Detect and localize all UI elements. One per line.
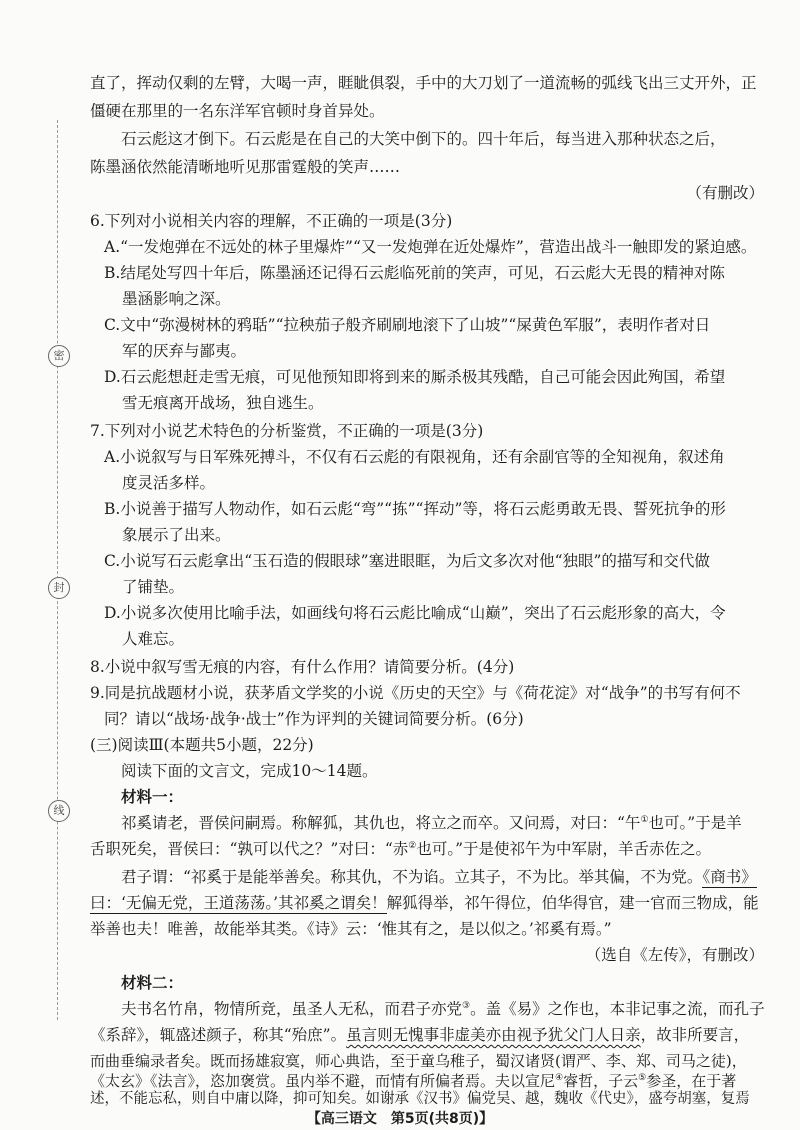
question-7-option-b-cont: 象展示了出来。 — [122, 526, 231, 544]
material-1-underlined-quote: 曰：‘无偏无党，王道荡荡。’其祁奚之谓矣！ — [90, 894, 387, 912]
material-2-line-2 — [90, 1024, 749, 1046]
material-1-line-1-text: 祁奚请老，晋侯问嗣焉。称解狐，其仇也，将立之而卒。又问焉，对曰：“午 — [121, 814, 641, 832]
question-6-option-d: D.石云彪想赶走雪无痕，可见他预知即将到来的厮杀极其残酷，自己可能会因此殉国，希望 — [104, 368, 726, 386]
material-2-line-2-text-b: ，故非所要言， — [640, 1026, 750, 1044]
material-2-line-4-text-c: 参圣，在于著 — [646, 1072, 737, 1090]
question-6-option-b-cont: 墨涵影响之深。 — [122, 290, 231, 308]
story-paragraph-2-line-1: 石云彪这才倒下。石云彪是在自己的大笑中倒下的。四十年后，每当进入那种状态之后， — [121, 130, 726, 148]
material-2-line-3: 而曲垂编录者矣。既而扬雄寂寞，师心典诰，至于童乌稚子，蜀汉诸贤(谓严、李、郑、司马之徒)， — [90, 1052, 747, 1070]
question-7-option-c: C.小说写石云彪拿出“玉石造的假眼球”塞进眼眶，为后文多次对他“独眼”的描写和交代做 — [104, 552, 710, 570]
material-1-line-2-text-b: 也可。”于是使祁午为中军尉，羊舌赤佐之。 — [416, 840, 712, 858]
footnote-marker-3: ③ — [462, 1000, 471, 1011]
question-6-stem: 6.下列对小说相关内容的理解，不正确的一项是(3分) — [90, 212, 453, 230]
question-7-option-c-cont: 了铺垫。 — [122, 578, 185, 596]
story-paragraph-1-line-2: 僵硬在那里的一名东洋军官顿时身首异处。 — [90, 102, 385, 120]
question-7-option-a-cont: 度灵活多样。 — [122, 474, 216, 492]
binding-mark-mi: 密 — [48, 345, 70, 367]
question-7-option-d-cont: 人难忘。 — [122, 630, 185, 648]
material-1-line-3 — [121, 866, 757, 888]
story-paragraph-1-line-1: 直了，挥动仅剩的左臂，大喝一声，睚眦俱裂，手中的大刀划了一道流畅的弧线飞出三丈开外，正 — [90, 74, 757, 92]
material-1-source: （选自《左传》，有删改） — [585, 946, 764, 964]
material-1-line-1-text-b: 也可。”于是羊 — [648, 814, 742, 832]
footnote-marker-5: ⑤ — [638, 1073, 647, 1083]
material-2-line-1-text-b: 。盖《易》之作也，本非记事之流，而孔子 — [470, 1000, 765, 1018]
material-2-line-4-text-b: 睿哲，子云 — [563, 1072, 639, 1090]
question-7-stem: 7.下列对小说艺术特色的分析鉴赏，不正确的一项是(3分) — [90, 422, 484, 440]
question-9-line-2: 同？请以“战场·战争·战士”作为评判的关键词简要分析。(6分) — [104, 710, 524, 728]
footnote-marker-4: ④ — [555, 1073, 564, 1083]
material-1-underlined-shangshu: 《商书》 — [702, 868, 757, 886]
section-3-heading: (三)阅读Ⅲ(本题共5小题，22分) — [90, 736, 314, 754]
material-2-line-5: 述，不能忘私，则自中庸以降，抑可知矣。如谢承《汉书》偏党吴、越，魏收《代史》，盛夸胡塞，复焉 — [90, 1091, 750, 1107]
question-6-option-d-cont: 雪无痕离开战场，独自逃生。 — [122, 394, 324, 412]
question-6-option-b: B.结尾处写四十年后，陈墨涵还记得石云彪临死前的笑声，可见，石云彪大无畏的精神对陈 — [104, 264, 725, 282]
material-1-line-5: 举善也夫！唯善，故能举其类。《诗》云：‘惟其有之，是以似之。’祁奚有焉。” — [90, 920, 612, 938]
footnote-marker-1: ① — [640, 814, 649, 825]
binding-mark-feng: 封 — [48, 577, 70, 599]
binding-line — [57, 120, 58, 1020]
material-1-line-4 — [90, 892, 759, 914]
question-7-option-b: B.小说善于描写人物动作，如石云彪“弯”“拣”“挥动”等，将石云彪勇敢无畏、誓死抗争的形 — [104, 500, 726, 518]
section-3-intro: 阅读下面的文言文，完成10～14题。 — [121, 762, 378, 780]
material-2-title: 材料二： — [121, 973, 184, 992]
question-6-option-a: A.“一发炮弹在不远处的林子里爆炸”“又一发炮弹在近处爆炸”，营造出战斗一触即发的紧迫感。 — [104, 238, 757, 256]
material-1-line-4-text: 解狐得举，祁午得位，伯华得官，建一官而三物成，能 — [386, 894, 759, 912]
question-6-option-c-cont: 军的厌弃与鄙夷。 — [122, 342, 247, 360]
material-2-line-2-text: 《系辞》，辄盛述颜子，称其“殆庶”。 — [90, 1026, 347, 1044]
story-paragraph-2-line-2: 陈墨涵依然能清晰地听见那雷霆般的笑声…… — [90, 158, 401, 176]
question-8: 8.小说中叙写雪无痕的内容，有什么作用？请简要分析。(4分) — [90, 658, 515, 676]
binding-mark-xian: 线 — [48, 800, 70, 822]
material-2-line-1 — [121, 998, 765, 1020]
material-1-title: 材料一： — [121, 787, 184, 806]
question-9-line-1: 9.同是抗战题材小说，获茅盾文学奖的小说《历史的天空》与《荷花淀》对“战争”的书写有何不 — [90, 684, 741, 702]
material-1-line-3-text: 君子谓：“祁奚于是能举善矣。称其仇，不为谄。立其子，不为比。举其偏，不为党。 — [121, 868, 703, 886]
material-2-line-1-text: 夫书名竹帛，物情所竞，虽圣人无私，而君子亦党 — [121, 1000, 463, 1018]
footnote-marker-2: ② — [408, 840, 417, 851]
question-6-option-c: C.文中“弥漫树林的鸦聒”“拉秧茄子般齐刷刷地滚下了山坡”“屎黄色军服”，表明作者对日 — [104, 316, 711, 334]
question-7-option-d: D.小说多次使用比喻手法，如画线句将石云彪比喻成“山巅”，突出了石云彪形象的高大，令 — [104, 604, 726, 622]
material-2-line-4-text: 《太玄》《法言》，恣加褒赏。虽内举不避，而情有所偏者焉。夫以宣尼 — [90, 1072, 556, 1090]
material-1-line-1 — [121, 812, 742, 834]
page-footer: 【高三语文 第5页(共8页)】 — [306, 1111, 494, 1127]
material-2-wavy-sentence: 虽言则无愧事非虚美亦由视予犹父门人日亲 — [346, 1026, 641, 1044]
material-1-line-2 — [90, 838, 711, 860]
story-edit-note: （有删改） — [686, 184, 764, 202]
material-1-line-2-text: 舌职死矣，晋侯曰：“孰可以代之？”对曰：“赤 — [90, 840, 409, 858]
question-7-option-a: A.小说叙写与日军殊死搏斗，不仅有石云彪的有限视角，还有余副官等的全知视角，叙述角 — [104, 448, 725, 466]
